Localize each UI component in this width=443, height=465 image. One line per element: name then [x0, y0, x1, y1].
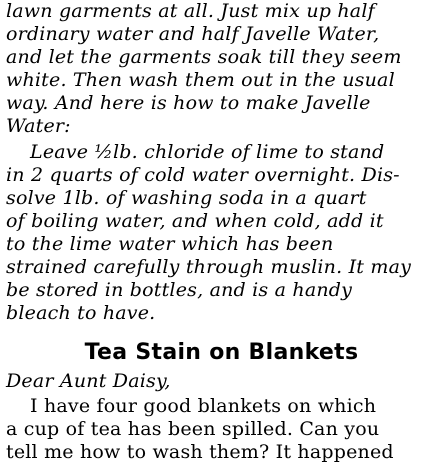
paragraph-2-line-5: to the lime water which has been — [6, 233, 334, 255]
paragraph-2-line-6: strained carefully through muslin. It may — [6, 256, 412, 278]
letter-line-1: I have four good blankets on which — [30, 395, 377, 417]
paragraph-2-line-4: of boiling water, and when cold, add it — [6, 210, 384, 232]
paragraph-1-line-2: ordinary water and half Javelle Water, — [6, 23, 380, 45]
paragraph-2-line-1: Leave ½lb. chloride of lime to stand — [30, 141, 385, 163]
section-heading: Tea Stain on Blankets — [84, 340, 359, 365]
paragraph-1-line-3: and let the garments soak till they seem — [6, 46, 402, 68]
paragraph-1-line-6: Water: — [6, 115, 71, 137]
paragraph-1-line-5: way. And here is how to make Javelle — [6, 92, 371, 114]
letter-line-3: tell me how to wash them? It happened — [6, 441, 394, 463]
paragraph-2-line-3: solve 1lb. of washing soda in a quart — [6, 187, 367, 209]
letter-line-2: a cup of tea has been spilled. Can you — [6, 418, 380, 440]
paragraph-2-line-2: in 2 quarts of cold water overnight. Dis- — [6, 164, 400, 186]
paragraph-2-line-8: bleach to have. — [6, 302, 156, 324]
paragraph-1-line-4: white. Then wash them out in the usual — [6, 69, 395, 91]
letter-salutation: Dear Aunt Daisy, — [6, 370, 171, 392]
paragraph-2-line-7: be stored in bottles, and is a handy — [6, 279, 353, 301]
paragraph-1-line-1: lawn garments at all. Just mix up half — [6, 0, 375, 22]
